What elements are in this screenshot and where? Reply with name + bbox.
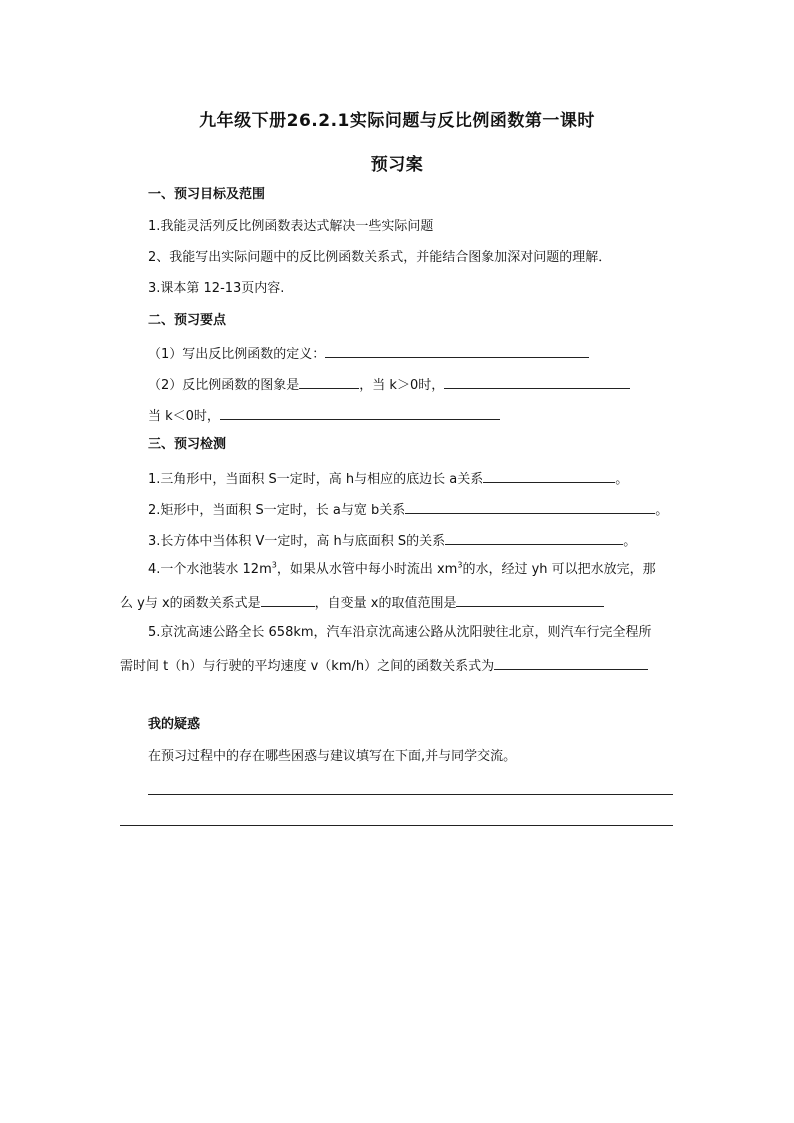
check-q3-text: 3.长方体中当体积 V一定时，高 h与底面积 S的关系 (148, 534, 446, 549)
check-q5-line1: 5.京沈高速公路全长 658km，汽车沿京沈高速公路从沈阳驶往北京，则汽车行完全程所 (148, 625, 652, 640)
check-q4-text-c: 的水，经过 yh 可以把水放完，那 (462, 562, 656, 577)
page-subtitle: 预习案 (370, 155, 424, 175)
key-point-2 (148, 374, 630, 395)
check-q4-text-e: ，自变量 x的取值范围是 (314, 596, 457, 611)
goal-item-1: 1.我能灵活列反比例函数表达式解决一些实际问题 (148, 219, 434, 234)
doubts-instruction: 在预习过程中的存在哪些困惑与建议填写在下面,并与同学交流。 (148, 749, 517, 764)
section3-heading: 三、预习检测 (148, 437, 227, 452)
key-point-2-text-b: ，当 k＞0时， (359, 378, 445, 393)
cubic-superscript: 3 (271, 560, 277, 570)
graph-shape-blank[interactable] (299, 374, 359, 389)
check-q1-period: 。 (615, 472, 629, 487)
check-q5-blank[interactable] (494, 655, 648, 670)
key-point-1-text: （1）写出反比例函数的定义： (148, 347, 326, 362)
check-q2 (148, 499, 668, 520)
check-q4-text-a: 4.一个水池装水 12m (148, 562, 272, 577)
answer-line-2[interactable] (120, 825, 673, 826)
check-q3-period: 。 (623, 534, 637, 549)
section1-heading: 一、预习目标及范围 (148, 187, 266, 202)
check-q4-range-blank[interactable] (456, 592, 604, 607)
key-point-2-text-a: （2）反比例函数的图象是 (148, 378, 300, 393)
check-q4-line2 (120, 592, 604, 613)
doubts-heading: 我的疑惑 (148, 717, 201, 732)
check-q4-text-d: 么 y与 x的函数关系式是 (120, 596, 261, 611)
goal-item-2: 2、我能写出实际问题中的反比例函数关系式，并能结合图象加深对问题的理解． (148, 250, 612, 265)
page-title: 九年级下册26.2.1实际问题与反比例函数第一课时 (199, 111, 595, 131)
cubic-superscript: 3 (457, 560, 463, 570)
check-q2-blank[interactable] (405, 499, 655, 514)
check-q5-line2 (120, 655, 648, 676)
answer-line-1[interactable] (148, 794, 673, 795)
check-q4-function-blank[interactable] (261, 592, 315, 607)
check-q2-text: 2.矩形中，当面积 S一定时，长 a与宽 b关系 (148, 503, 406, 518)
check-q1 (148, 468, 628, 489)
check-q5-text: 需时间 t（h）与行驶的平均速度 v（km/h）之间的函数关系式为 (120, 659, 495, 674)
check-q4-text-b: ，如果从水管中每小时流出 xm (276, 562, 458, 577)
check-q3 (148, 530, 636, 551)
check-q1-text: 1.三角形中，当面积 S一定时，高 h与相应的底边长 a关系 (148, 472, 484, 487)
key-point-2-text-c: 当 k＜0时， (148, 409, 220, 424)
key-point-1 (148, 343, 589, 364)
check-q1-blank[interactable] (483, 468, 615, 483)
k-negative-blank[interactable] (220, 405, 500, 420)
key-point-2-cont (148, 405, 500, 426)
section2-heading: 二、预习要点 (148, 313, 227, 328)
goal-item-3: 3.课本第 12-13页内容. (148, 281, 285, 296)
check-q3-blank[interactable] (445, 530, 623, 545)
check-q2-period: 。 (655, 503, 669, 518)
check-q4-line1 (148, 561, 656, 579)
k-positive-blank[interactable] (444, 374, 630, 389)
definition-blank[interactable] (325, 343, 589, 358)
